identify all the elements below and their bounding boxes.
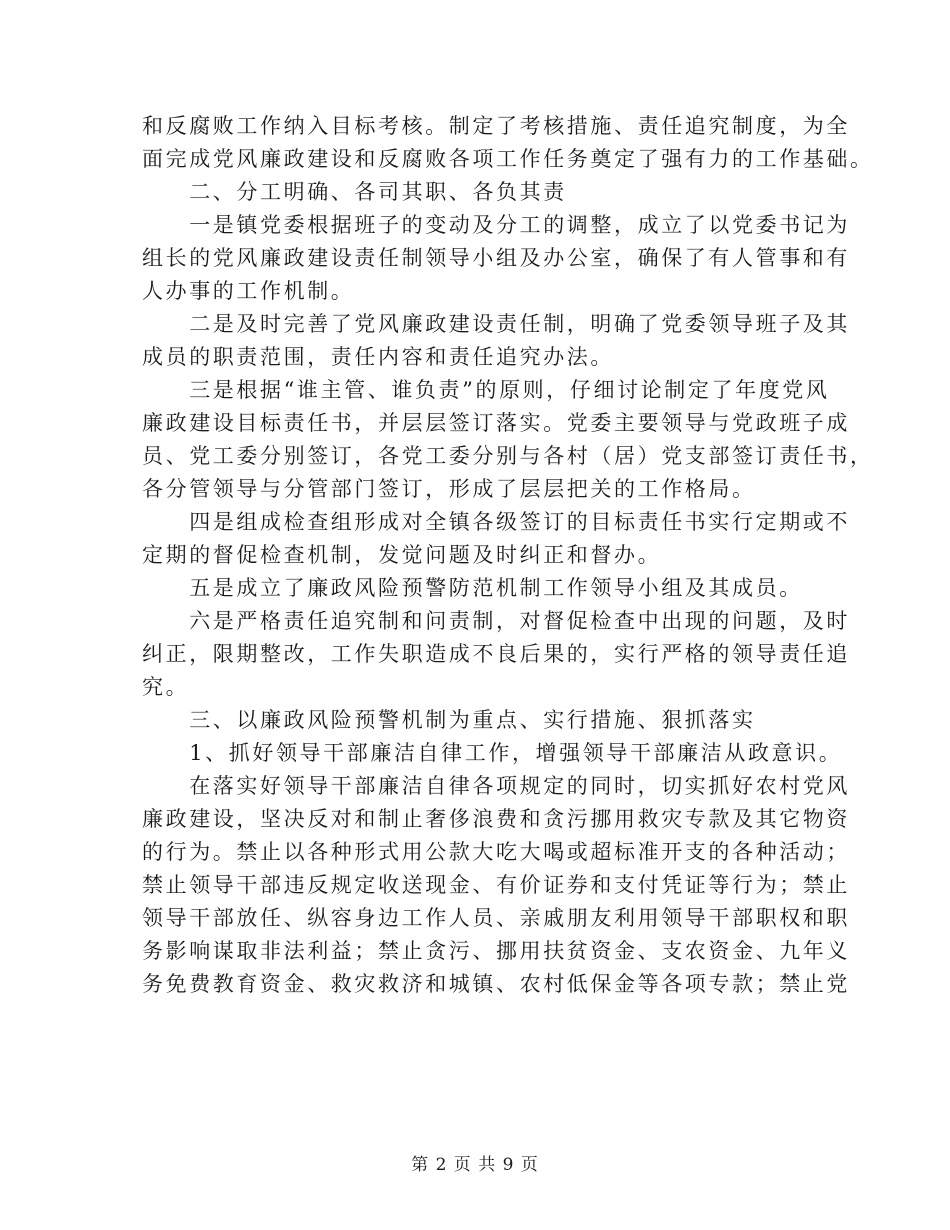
text-line: 廉政建设，坚决反对和制止奢侈浪费和贪污挪用救灾专款及其它物资: [142, 807, 850, 831]
text-line: 领导干部放任、纵容身边工作人员、亲戚朋友利用领导干部职权和职: [142, 906, 850, 930]
text-line: 务影响谋取非法利益；禁止贪污、挪用扶贫资金、支农资金、九年义: [142, 939, 850, 963]
text-line: 四是组成检查组形成对全镇各级签订的目标责任书实行定期或不: [142, 510, 850, 534]
text-line: 的行为。禁止以各种形式用公款大吃大喝或超标准开支的各种活动；: [142, 840, 850, 864]
text-line: 面完成党风廉政建设和反腐败各项工作任务奠定了强有力的工作基础。: [142, 147, 874, 171]
page-footer: 第 2 页 共 9 页: [411, 1155, 539, 1175]
document-body: [142, 110, 874, 1001]
text-line: 廉政建设目标责任书，并层层签订落实。党委主要领导与党政班子成: [142, 411, 850, 435]
text-line: 1、抓好领导干部廉洁自律工作，增强领导干部廉洁从政意识。: [142, 741, 843, 765]
text-line: 三、以廉政风险预警机制为重点、实行措施、狠抓落实: [142, 708, 756, 732]
text-line: 一是镇党委根据班子的变动及分工的调整，成立了以党委书记为: [142, 213, 850, 237]
text-line: 三是根据“谁主管、谁负责”的原则，仔细讨论制定了年度党风: [142, 378, 830, 402]
text-line: 各分管领导与分管部门签订，形成了层层把关的工作格局。: [142, 477, 756, 501]
text-line: 组长的党风廉政建设责任制领导小组及办公室，确保了有人管事和有: [142, 246, 850, 270]
text-line: 二、分工明确、各司其职、各负其责: [142, 180, 567, 204]
text-line: 成员的职责范围，责任内容和责任追究办法。: [142, 345, 614, 369]
text-line: 禁止领导干部违反规定收送现金、有价证券和支付凭证等行为；禁止: [142, 873, 850, 897]
text-line: 和反腐败工作纳入目标考核。制定了考核措施、责任追究制度，为全: [142, 114, 850, 138]
text-line: 二是及时完善了党风廉政建设责任制，明确了党委领导班子及其: [142, 312, 850, 336]
text-line: 人办事的工作机制。: [142, 279, 355, 303]
text-line: 在落实好领导干部廉洁自律各项规定的同时，切实抓好农村党风: [142, 774, 850, 798]
text-line: 五是成立了廉政风险预警防范机制工作领导小组及其成员。: [142, 576, 803, 600]
text-line: 六是严格责任追究制和问责制，对督促检查中出现的问题，及时: [142, 609, 850, 633]
text-line: 究。: [142, 675, 190, 699]
text-line: 务免费教育资金、救灾救济和城镇、农村低保金等各项专款；禁止党: [142, 972, 850, 996]
text-line: 员、党工委分别签订，各党工委分别与各村（居）党支部签订责任书，: [142, 444, 874, 468]
text-line: 纠正，限期整改，工作失职造成不良后果的，实行严格的领导责任追: [142, 642, 850, 666]
text-line: 定期的督促检查机制，发觉问题及时纠正和督办。: [142, 543, 662, 567]
